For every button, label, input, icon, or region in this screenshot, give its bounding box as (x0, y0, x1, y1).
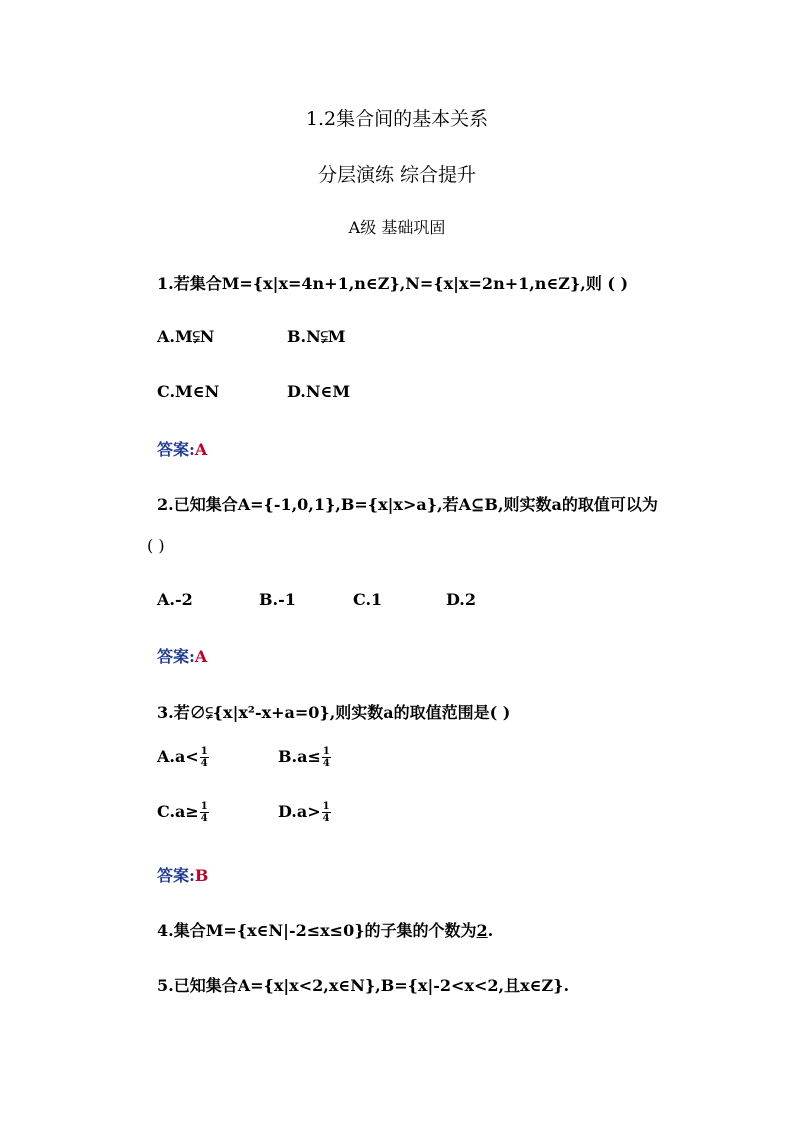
fraction (200, 801, 209, 824)
question-2-option-c: C.1 (353, 590, 383, 609)
question-4-blank: 2 (476, 921, 488, 940)
question-1-answer (157, 437, 207, 460)
question-4-end: . (487, 921, 494, 940)
question-1-option-b: B.N⫋M (287, 327, 346, 346)
fraction (322, 746, 331, 769)
question-2-answer (157, 644, 207, 667)
fraction-numerator: 1 (322, 801, 330, 812)
question-2-stem: 2.已知集合A={-1,0,1},B={x|x>a},若A⊆B,则实数a的取值可以为 (157, 495, 658, 514)
question-3-answer (157, 863, 208, 886)
answer-value: A (194, 440, 208, 459)
level-heading: A级 基础巩固 (348, 218, 446, 237)
fraction-numerator: 1 (200, 746, 208, 757)
answer-label: 答案: (157, 647, 195, 666)
fraction-denominator: 4 (322, 758, 330, 769)
fraction-numerator: 1 (322, 746, 330, 757)
question-4-text: 4.集合M={x∈N|-2≤x≤0}的子集的个数为 (157, 921, 477, 940)
option-text: B.a≤ (278, 747, 321, 766)
option-text: D.a> (278, 802, 321, 821)
question-1-option-a: A.M⫋N (157, 327, 215, 346)
option-text: A.a< (157, 747, 199, 766)
question-2-option-d: D.2 (446, 590, 477, 609)
answer-label: 答案: (157, 440, 195, 459)
question-1-option-c: C.M∈N (157, 382, 220, 401)
question-1-option-d: D.N∈M (287, 382, 351, 401)
question-3-option-b (278, 746, 331, 769)
answer-label: 答案: (157, 866, 195, 885)
answer-value: B (194, 866, 209, 885)
fraction-denominator: 4 (322, 813, 330, 824)
page-title: 1.2集合间的基本关系 (305, 108, 489, 130)
fraction-denominator: 4 (200, 813, 208, 824)
answer-value: A (194, 647, 208, 666)
question-2-option-a: A.-2 (157, 590, 193, 609)
question-4-stem (157, 918, 493, 941)
question-1-stem: 1.若集合M={x|x=4n+1,n∈Z},N={x|x=2n+1,n∈Z},则 ( ) (157, 274, 629, 293)
section-subtitle: 分层演练 综合提升 (317, 164, 477, 186)
question-2-option-b: B.-1 (259, 590, 296, 609)
option-text: C.a≥ (157, 802, 199, 821)
question-5-stem: 5.已知集合A={x|x<2,x∈N},B={x|-2<x<2,且x∈Z}. (157, 976, 570, 995)
fraction-numerator: 1 (200, 801, 208, 812)
fraction (322, 801, 331, 824)
question-3-stem: 3.若∅⫋{x|x²-x+a=0},则实数a的取值范围是( ) (157, 703, 511, 722)
fraction-denominator: 4 (200, 758, 208, 769)
fraction (200, 746, 209, 769)
question-3-option-d (278, 801, 331, 824)
question-3-option-a (157, 746, 209, 769)
question-3-option-c (157, 801, 209, 824)
question-2-stem-continued: ( ) (147, 536, 165, 555)
